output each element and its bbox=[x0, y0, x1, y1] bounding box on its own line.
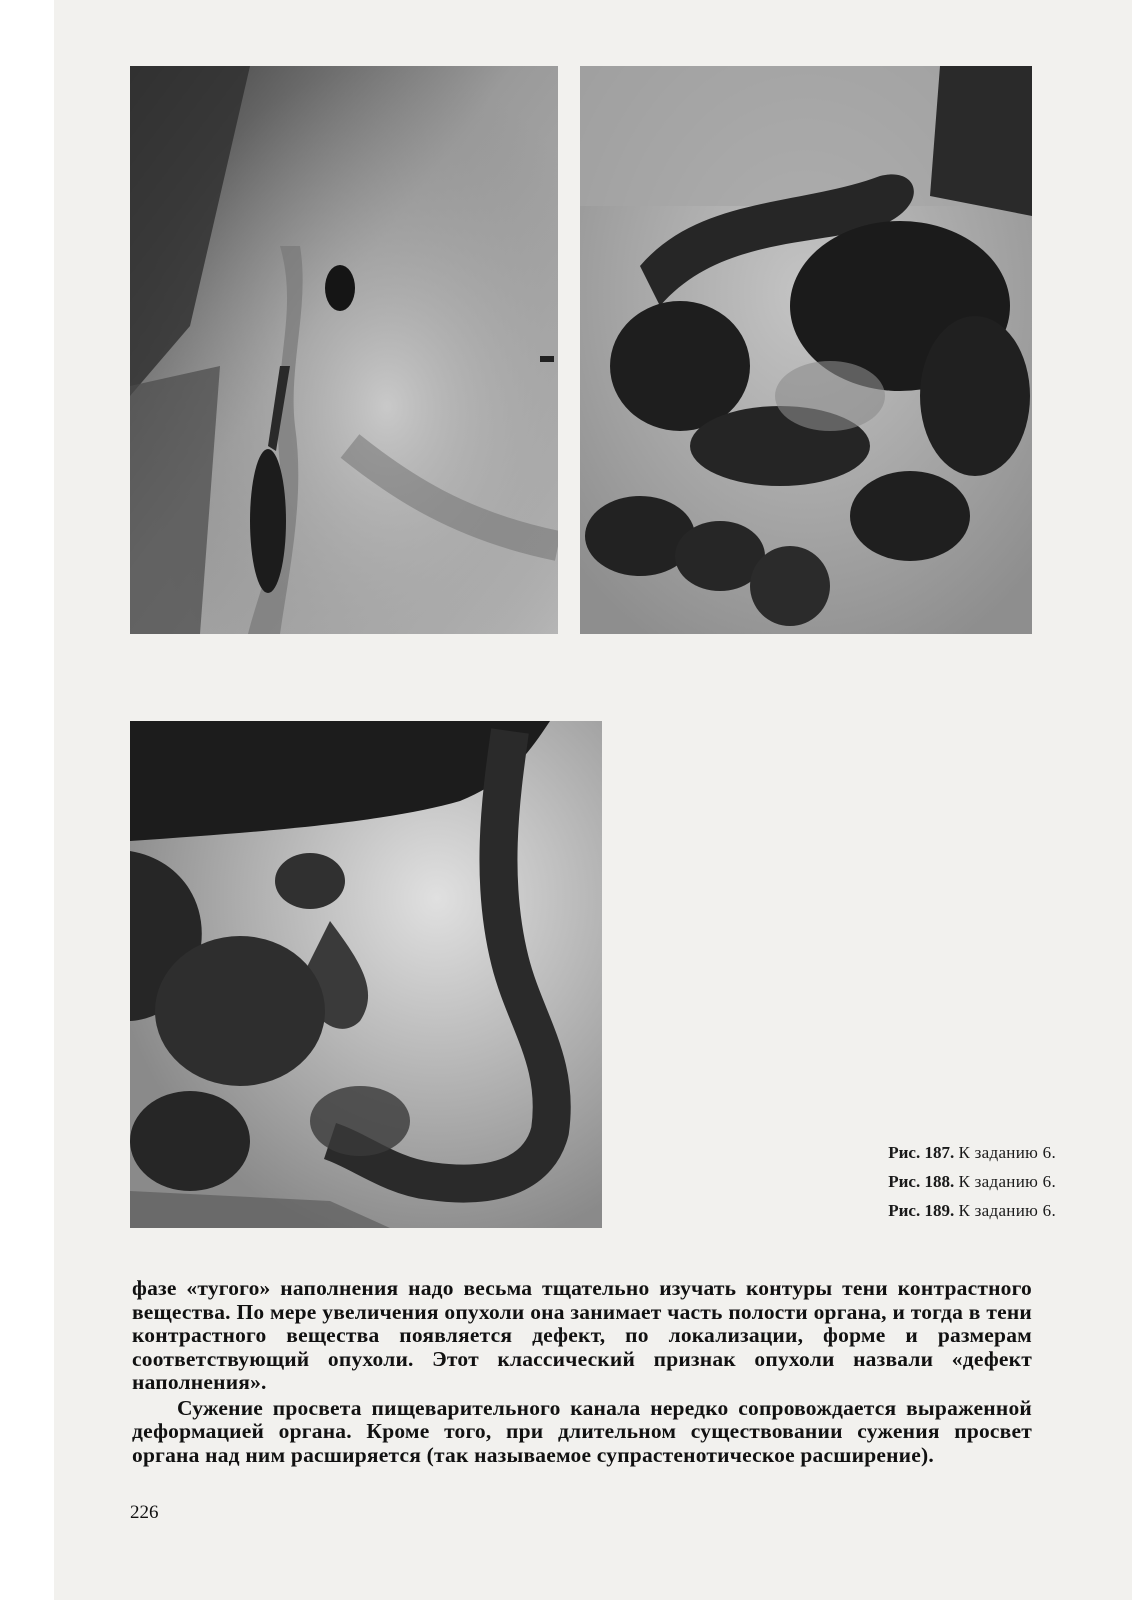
page-number: 226 bbox=[130, 1502, 159, 1523]
figure-captions bbox=[756, 1138, 1056, 1225]
caption-188-text: К заданию 6. bbox=[958, 1172, 1056, 1191]
figure-188-radiograph bbox=[580, 66, 1032, 634]
caption-187-number: Рис. 187. bbox=[888, 1143, 955, 1162]
body-text bbox=[132, 1277, 1032, 1467]
figure-187-radiograph bbox=[130, 66, 558, 634]
figure-189-radiograph bbox=[130, 721, 602, 1228]
caption-187-text: К заданию 6. bbox=[958, 1143, 1056, 1162]
paragraph-2: Сужение просвета пищеварительного канала нередко сопровождается выраженной деформацией органа. Кроме того, при длительном существовании сужения просвет органа над ним расширяется (так называемое супрастенотическое расширение). bbox=[132, 1395, 1032, 1467]
caption-188-number: Рис. 188. bbox=[888, 1172, 955, 1191]
caption-189-number: Рис. 189. bbox=[888, 1201, 955, 1220]
page-margin bbox=[0, 0, 54, 1600]
paragraph-1: фазе «тугого» наполнения надо весьма тщательно изучать контуры тени контрастного вещества. По мере увеличения опухоли она занимает часть полости органа, и тогда в тени контрастного вещества появляется дефект, по локализации, форме и размерам соответствующий опухоли. Этот классический признак опухоли назвали «дефект наполнения». bbox=[132, 1276, 1032, 1394]
caption-188 bbox=[756, 1167, 1056, 1196]
caption-189-text: К заданию 6. bbox=[958, 1201, 1056, 1220]
caption-187 bbox=[756, 1138, 1056, 1167]
caption-189 bbox=[756, 1196, 1056, 1225]
